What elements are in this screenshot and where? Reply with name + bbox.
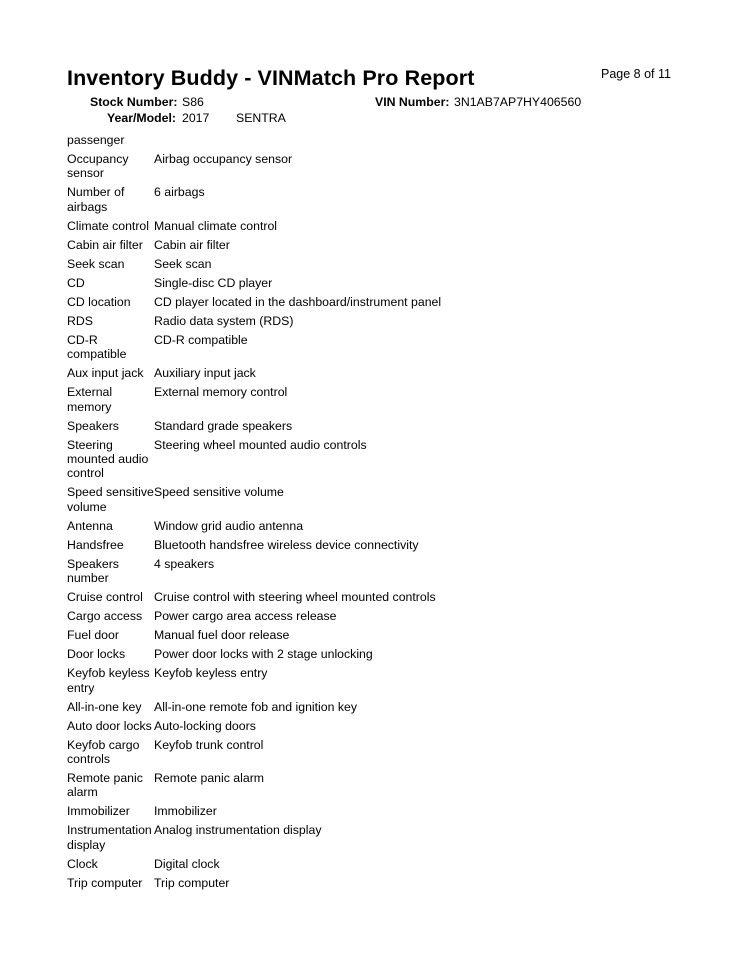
spec-name: Aux input jack [67, 366, 144, 381]
spec-name: Cruise control [67, 590, 143, 605]
spec-name: Keyfob cargo controls [67, 737, 140, 767]
spec-row [67, 557, 687, 590]
spec-value: Trip computer [154, 875, 230, 890]
spec-value: CD player located in the dashboard/instrument panel [154, 294, 442, 309]
spec-row [67, 238, 687, 257]
spec-name: passenger [67, 133, 125, 147]
spec-value [154, 133, 687, 147]
spec-row [67, 295, 687, 314]
spec-name: Fuel door [67, 628, 119, 643]
spec-name: External memory [67, 385, 113, 414]
spec-row [67, 152, 687, 185]
spec-row [67, 276, 687, 295]
spec-value: CD-R compatible [154, 332, 248, 347]
spec-name: CD [67, 275, 85, 290]
spec-value: Airbag occupancy sensor [154, 152, 293, 166]
spec-value: Remote panic alarm [154, 771, 265, 786]
vin-number-label: VIN Number: [375, 95, 450, 109]
year-value: 2017 [182, 111, 210, 125]
spec-row [67, 219, 687, 238]
spec-row [67, 804, 687, 823]
spec-name: Climate control [67, 218, 150, 233]
page-number: Page 8 of 11 [601, 67, 671, 81]
spec-row [67, 333, 687, 366]
spec-row [67, 257, 687, 276]
spec-row [67, 133, 687, 152]
spec-name: Immobilizer [67, 804, 130, 819]
model-value: SENTRA [236, 111, 286, 125]
spec-name: Speed sensitive volume [67, 485, 154, 514]
spec-value: Steering wheel mounted audio controls [154, 437, 367, 452]
spec-row [67, 876, 687, 895]
spec-row [67, 438, 687, 486]
spec-row [67, 628, 687, 647]
spec-value: Standard grade speakers [154, 418, 293, 433]
spec-row [67, 771, 687, 804]
spec-name: Trip computer [67, 875, 143, 890]
spec-name: Occupancy sensor [67, 152, 129, 181]
spec-row [67, 647, 687, 666]
year-model-label: Year/Model: [107, 111, 177, 125]
spec-name: Seek scan [67, 256, 125, 271]
spec-row [67, 366, 687, 385]
spec-value: Cabin air filter [154, 237, 230, 252]
spec-row [67, 485, 687, 518]
spec-name: Remote panic alarm [67, 771, 143, 800]
spec-name: Antenna [67, 518, 113, 533]
spec-name: CD location [67, 294, 131, 309]
spec-row [67, 519, 687, 538]
spec-row [67, 385, 687, 418]
spec-row [67, 314, 687, 333]
spec-value: Single-disc CD player [154, 275, 273, 290]
report-title: Inventory Buddy - VINMatch Pro Report [67, 66, 475, 90]
stock-number-field [90, 95, 204, 109]
spec-name: CD-R compatible [67, 332, 127, 362]
spec-name: Cargo access [67, 609, 143, 624]
spec-value: 6 airbags [154, 185, 205, 200]
spec-row [67, 538, 687, 557]
spec-value: Power door locks with 2 stage unlocking [154, 647, 373, 662]
stock-number-label: Stock Number: [90, 95, 178, 109]
spec-name: Door locks [67, 647, 126, 662]
spec-name: All-in-one key [67, 699, 142, 714]
spec-row [67, 700, 687, 719]
spec-name: Clock [67, 856, 98, 871]
spec-value: Bluetooth handsfree wireless device connectivity [154, 537, 419, 552]
spec-name: Keyfob keyless entry [67, 666, 150, 695]
spec-value: Window grid audio antenna [154, 518, 304, 533]
spec-name: Instrumentation display [67, 823, 152, 852]
spec-row [67, 590, 687, 609]
spec-value: Power cargo area access release [154, 609, 337, 624]
spec-value: Seek scan [154, 256, 212, 271]
spec-value: Auto-locking doors [154, 718, 256, 733]
spec-value: Keyfob keyless entry [154, 666, 268, 681]
vin-number-field [375, 95, 582, 109]
spec-name: Cabin air filter [67, 237, 143, 252]
spec-value: Keyfob trunk control [154, 737, 264, 752]
spec-row [67, 738, 687, 771]
spec-value: Digital clock [154, 856, 220, 871]
spec-name: Speakers number [67, 556, 119, 586]
spec-row [67, 185, 687, 218]
spec-name: Auto door locks [67, 718, 152, 733]
spec-value: Cruise control with steering wheel mounted controls [154, 590, 436, 605]
spec-row [67, 666, 687, 699]
spec-value: Radio data system (RDS) [154, 313, 294, 328]
spec-value: Analog instrumentation display [154, 823, 322, 838]
spec-value: Speed sensitive volume [154, 485, 284, 500]
spec-row [67, 609, 687, 628]
spec-value: External memory control [154, 385, 288, 400]
spec-row [67, 823, 687, 856]
spec-name: Number of airbags [67, 185, 125, 214]
spec-row [67, 419, 687, 438]
spec-name: Steering mounted audio control [67, 437, 149, 481]
spec-value: Immobilizer [154, 804, 217, 819]
year-model-field [107, 111, 286, 125]
spec-value: Manual climate control [154, 218, 278, 233]
spec-value: 4 speakers [154, 556, 215, 571]
spec-row [67, 857, 687, 876]
spec-value: Auxiliary input jack [154, 366, 256, 381]
spec-value: All-in-one remote fob and ignition key [154, 699, 358, 714]
spec-name: RDS [67, 313, 93, 328]
vin-number-value: 3N1AB7AP7HY406560 [454, 95, 582, 109]
spec-name: Handsfree [67, 537, 124, 552]
spec-value: Manual fuel door release [154, 628, 290, 643]
spec-name: Speakers [67, 418, 119, 433]
stock-number-value: S86 [182, 95, 204, 109]
spec-row [67, 719, 687, 738]
spec-list [67, 133, 687, 895]
